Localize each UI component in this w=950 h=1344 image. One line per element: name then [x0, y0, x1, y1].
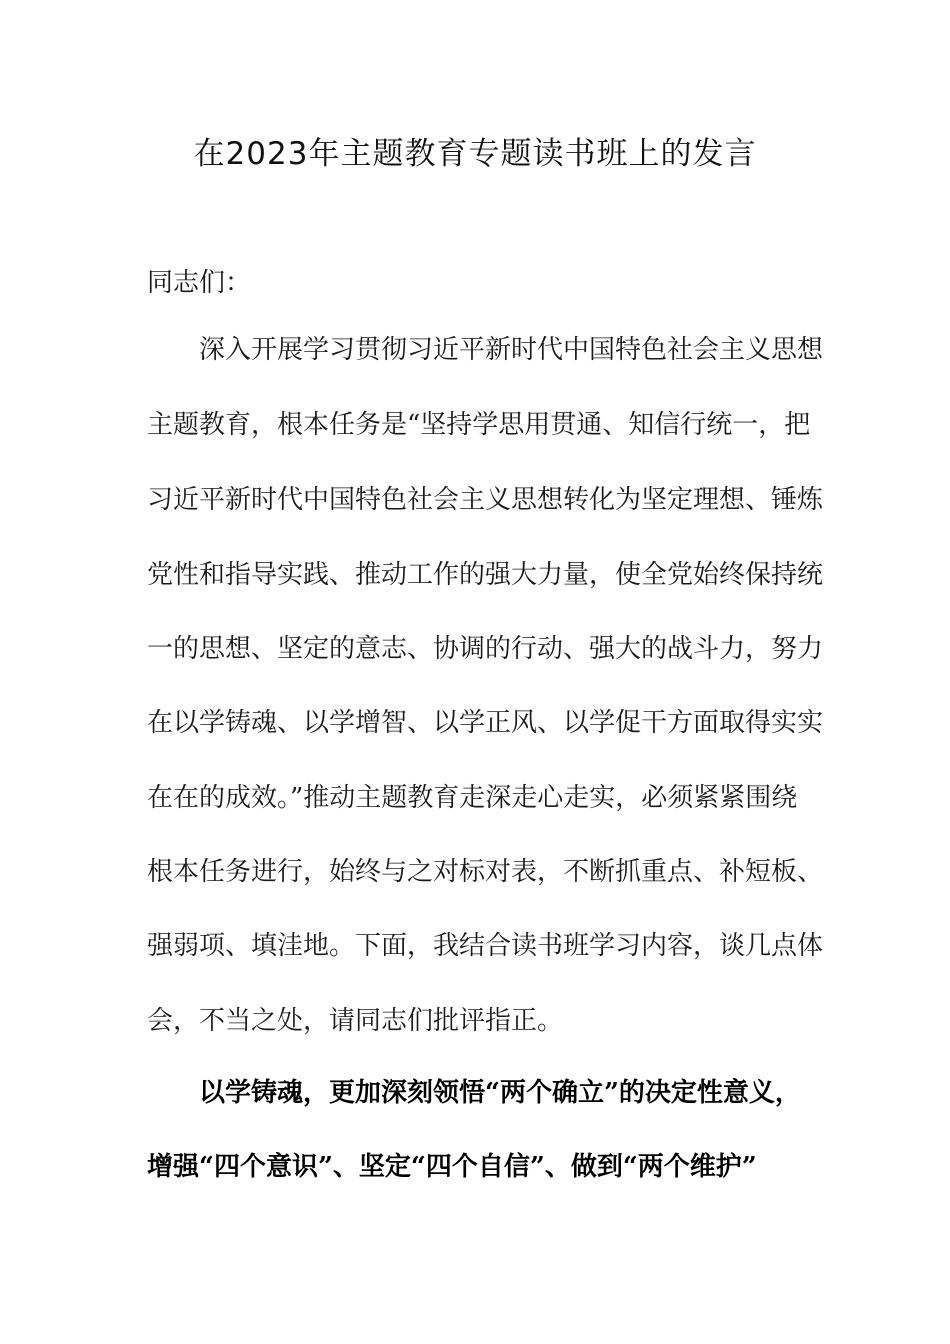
- document-title: 在2023年主题教育专题读书班上的发言: [193, 136, 757, 172]
- greeting: 同志们：: [147, 268, 252, 298]
- paragraph-line: 党性和指导实践、推动工作的强大力量，使全党始终保持统: [147, 560, 824, 590]
- paragraph-line: 习近平新时代中国特色社会主义思想转化为坚定理想、锤炼: [147, 485, 824, 515]
- paragraph-line: 在在的成效。”推动主题教育走深走心走实，必须紧紧围绕: [147, 783, 798, 813]
- paragraph-line: 会，不当之处，请同志们批评指正。: [147, 1006, 564, 1036]
- paragraph-line: 主题教育，根本任务是“坚持学思用贯通、知信行统一，把: [147, 410, 811, 440]
- paragraph-line: 强弱项、填洼地。下面，我结合读书班学习内容，谈几点体: [147, 931, 824, 961]
- paragraph-line: 一的思想、坚定的意志、协调的行动、强大的战斗力，努力: [147, 634, 824, 664]
- paragraph-line: 根本任务进行，始终与之对标对表，不断抓重点、补短板、: [147, 857, 824, 887]
- section-heading-line: 以学铸魂，更加深刻领悟“两个确立”的决定性意义，: [147, 1078, 801, 1108]
- paragraph-line: 在以学铸魂、以学增智、以学正风、以学促干方面取得实实: [147, 708, 824, 738]
- paragraph-line: 深入开展学习贯彻习近平新时代中国特色社会主义思想: [147, 335, 824, 365]
- section-heading-line: 增强“四个意识”、坚定“四个自信”、做到“两个维护”: [147, 1152, 757, 1182]
